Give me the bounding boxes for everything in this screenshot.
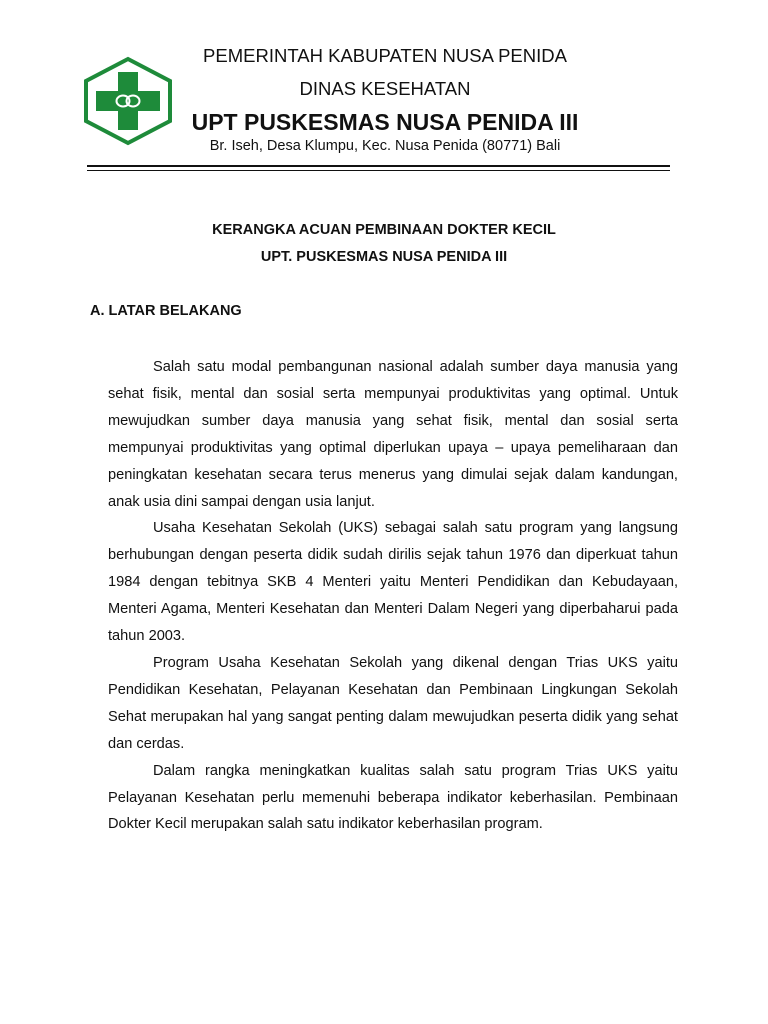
section-body	[108, 354, 678, 838]
institution-address: Br. Iseh, Desa Klumpu, Kec. Nusa Penida (80771) Bali	[209, 138, 561, 154]
paragraph: Salah satu modal pembangunan nasional adalah sumber daya manusia yang sehat fisik, mental dan sosial serta mempunyai produktivitas yang optimal. Untuk mewujudkan sumber daya manusia yang sehat fisik, mental dan sosial serta mempunyai produktivitas yang optimal diperlukan upaya – upaya pemeliharaan dan peningkatan kesehatan secara terus menerus yang dimulai sejak dalam kandungan, anak usia dini sampai dengan usia lanjut.	[108, 359, 678, 510]
institution-name: UPT PUSKESMAS NUSA PENIDA III	[191, 109, 579, 135]
puskesmas-logo-icon	[82, 56, 174, 146]
paragraph: Dalam rangka meningkatkan kualitas salah satu program Trias UKS yaitu Pelayanan Kesehatan perlu memenuhi beberapa indikator keberhasilan. Pembinaan Dokter Kecil merupakan salah satu indikator keberhasilan program.	[108, 762, 678, 833]
department-line: DINAS KESEHATAN	[299, 78, 471, 99]
document-title: KERANGKA ACUAN PEMBINAAN DOKTER KECIL	[212, 222, 556, 238]
letterhead-divider-thin	[87, 170, 670, 171]
paragraph: Usaha Kesehatan Sekolah (UKS) sebagai salah satu program yang langsung berhubungan dengan peserta didik sudah dirilis sejak tahun 1976 dan diperkuat tahun 1984 dengan tebitnya SKB 4 Menteri yaitu Menteri Pendidikan dan Kebudayaan, Menteri Agama, Menteri Kesehatan dan Menteri Dalam Negeri yang diperbaharui pada tahun 2003.	[108, 520, 678, 645]
document-subtitle: UPT. PUSKESMAS NUSA PENIDA III	[260, 249, 508, 265]
section-heading: A. LATAR BELAKANG	[90, 303, 242, 319]
government-line: PEMERINTAH KABUPATEN NUSA PENIDA	[203, 45, 567, 66]
paragraph: Program Usaha Kesehatan Sekolah yang dikenal dengan Trias UKS yaitu Pendidikan Kesehatan, Pelayanan Kesehatan dan Pembinaan Lingkungan Sekolah Sehat merupakan hal yang sangat penting dalam mewujudkan peserta didik yang sehat dan cerdas.	[108, 654, 678, 752]
letterhead-divider-thick	[87, 165, 670, 167]
